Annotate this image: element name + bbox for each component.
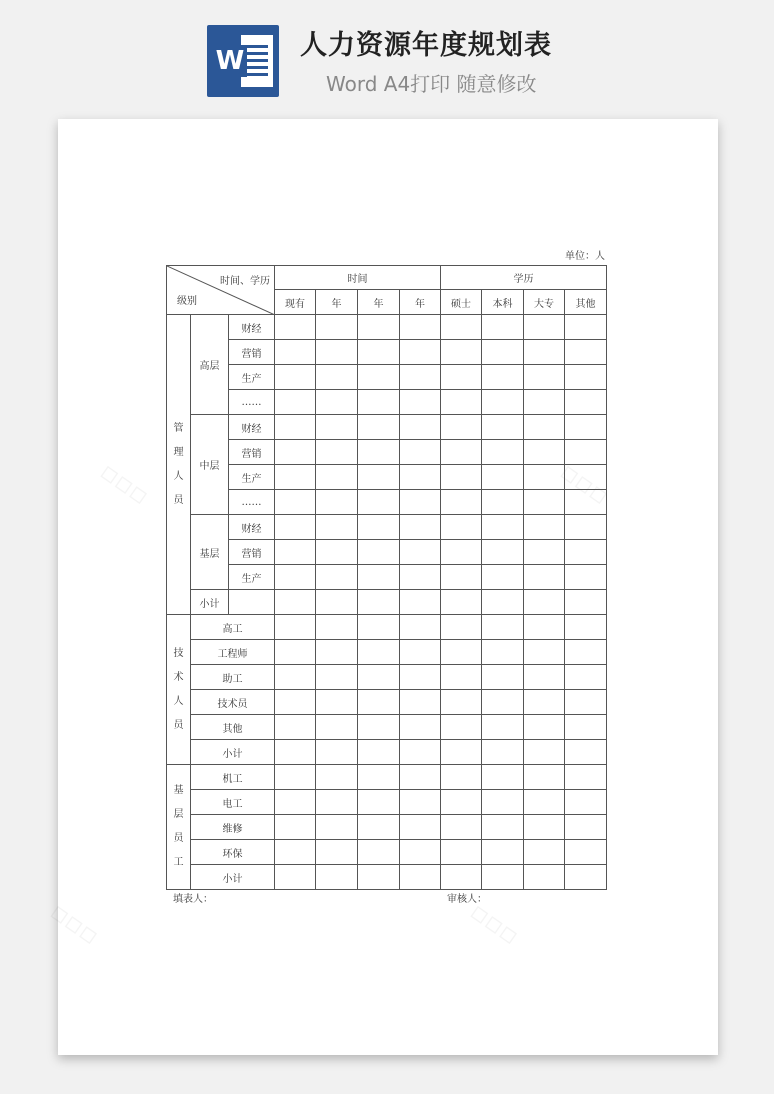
table-row	[167, 715, 607, 740]
corner-header-cell	[167, 266, 275, 315]
row-label: 环保	[191, 840, 275, 865]
table-row	[167, 840, 607, 865]
table-row	[167, 340, 607, 365]
hr-plan-table	[166, 265, 607, 890]
page-title: 人力资源年度规划表	[300, 30, 552, 61]
filler-label: 填表人：	[173, 894, 213, 905]
column-header: 年	[316, 290, 358, 315]
table-row	[167, 590, 607, 615]
corner-top-right: 时间、学历	[220, 276, 270, 287]
row-label: 生产	[229, 565, 275, 590]
watermark	[44, 897, 105, 952]
table-row	[167, 740, 607, 765]
table-row	[167, 315, 607, 340]
level-label-basic: 基层	[191, 515, 229, 590]
table-row	[167, 640, 607, 665]
table-row	[167, 790, 607, 815]
table-row	[167, 465, 607, 490]
row-label: 高工	[191, 615, 275, 640]
row-label: ……	[229, 390, 275, 415]
watermark	[94, 457, 155, 512]
table-row	[167, 665, 607, 690]
table-row	[167, 365, 607, 390]
reviewer-label: 审核人：	[447, 894, 487, 905]
table-row	[167, 390, 607, 415]
row-label: 助工	[191, 665, 275, 690]
row-label: 营销	[229, 440, 275, 465]
row-label: 机工	[191, 765, 275, 790]
subtotal-label: 小计	[191, 590, 229, 615]
level-label-middle: 中层	[191, 415, 229, 515]
column-header: 现有	[275, 290, 316, 315]
row-label: ……	[229, 490, 275, 515]
subtotal-label: 小计	[191, 740, 275, 765]
page-subtitle: Word A4打印 随意修改	[326, 72, 537, 96]
level-label-senior: 高层	[191, 315, 229, 415]
table-row	[167, 440, 607, 465]
table-row	[167, 540, 607, 565]
row-label: 营销	[229, 540, 275, 565]
column-header: 年	[358, 290, 400, 315]
column-header: 本科	[482, 290, 524, 315]
row-label: 财经	[229, 515, 275, 540]
table-row	[167, 490, 607, 515]
page-header	[0, 0, 774, 110]
subtotal-label: 小计	[191, 865, 275, 890]
column-header: 硕士	[441, 290, 482, 315]
table-row	[167, 565, 607, 590]
word-icon	[207, 25, 279, 97]
table-row	[167, 690, 607, 715]
document-page	[58, 119, 718, 1055]
table-row	[167, 415, 607, 440]
group-header-time: 时间	[275, 266, 441, 290]
corner-bottom-left: 级别	[177, 296, 197, 307]
column-header: 大专	[524, 290, 565, 315]
word-icon-letter: W	[213, 45, 247, 77]
column-header: 年	[400, 290, 441, 315]
section-label-technical: 技 术 人 员	[167, 615, 191, 765]
section-label-management: 管 理 人 员	[167, 315, 191, 615]
table-row	[167, 865, 607, 890]
section-label-staff: 基 层 员 工	[167, 765, 191, 890]
column-header: 其他	[565, 290, 607, 315]
table-row	[167, 266, 607, 290]
row-label: 财经	[229, 415, 275, 440]
table-row	[167, 815, 607, 840]
table-row	[167, 515, 607, 540]
row-label: 其他	[191, 715, 275, 740]
table-row	[167, 615, 607, 640]
table-row	[167, 765, 607, 790]
unit-label: 单位：人	[565, 251, 605, 262]
row-label: 维修	[191, 815, 275, 840]
group-header-education: 学历	[441, 266, 607, 290]
row-label: 工程师	[191, 640, 275, 665]
row-label: 营销	[229, 340, 275, 365]
row-label: 财经	[229, 315, 275, 340]
row-label: 生产	[229, 465, 275, 490]
row-label: 生产	[229, 365, 275, 390]
row-label: 技术员	[191, 690, 275, 715]
row-label: 电工	[191, 790, 275, 815]
